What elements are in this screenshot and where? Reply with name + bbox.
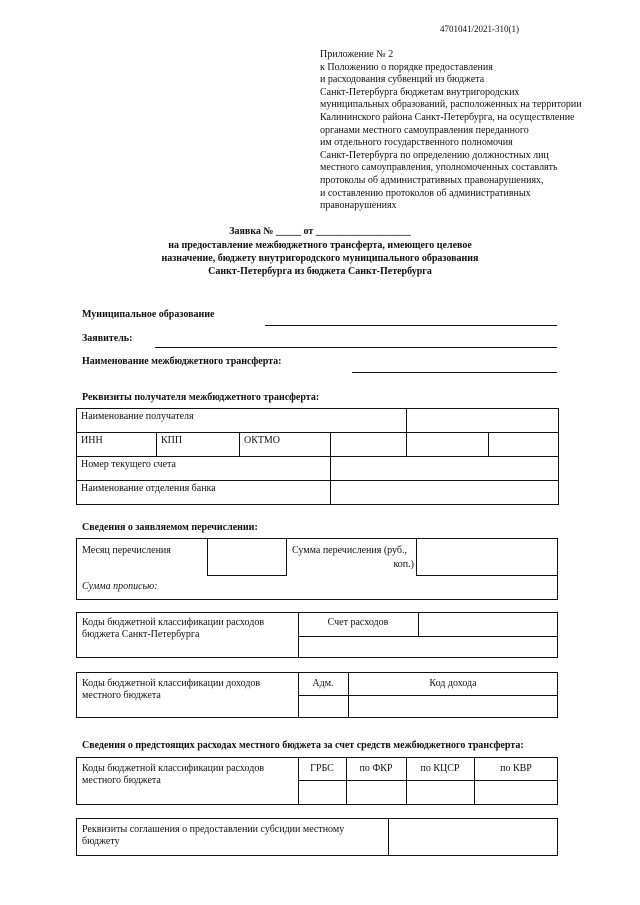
expense-codes-label: Коды бюджетной классификации расходов (82, 617, 265, 628)
inn-field[interactable] (331, 433, 407, 457)
applicant-field[interactable] (155, 347, 557, 348)
income-code-label: Код дохода (429, 678, 477, 689)
kcsr-field[interactable] (408, 782, 472, 803)
appendix-line: им отдельного государственного полномочия (320, 137, 513, 149)
application-subtitle: назначение, бюджету внутригородского муниципального образования (161, 253, 479, 264)
recipient-name-label: Наименование получателя (77, 409, 407, 433)
appendix-line: к Положению о порядке предоставления (320, 61, 493, 73)
adm-label: Адм. (312, 678, 334, 689)
municipality-label: Муниципальное образование (82, 309, 215, 320)
recipient-table (76, 408, 559, 505)
kpp-field[interactable] (407, 433, 489, 457)
oktmo-label: ОКТМО (240, 433, 331, 457)
divider (298, 695, 558, 696)
municipality-field[interactable] (265, 325, 557, 326)
applicant-label: Заявитель: (82, 333, 133, 344)
fkr-field[interactable] (348, 782, 404, 803)
kpp-label: КПП (157, 433, 240, 457)
appendix-line: Калининского района Санкт-Петербурга, на осуществление (320, 111, 575, 123)
expense-account-label: Счет расходов (327, 617, 389, 628)
kvr-field[interactable] (476, 782, 556, 803)
month-field[interactable] (207, 538, 287, 576)
adm-field[interactable] (300, 697, 346, 716)
expense-account-field[interactable] (420, 614, 556, 634)
oktmo-field[interactable] (489, 433, 559, 457)
agreement-field[interactable] (390, 820, 556, 854)
divider (388, 818, 389, 856)
kvr-label: по КВР (500, 763, 532, 774)
recipient-name-field[interactable] (407, 409, 559, 433)
expense-codes-label: бюджета Санкт-Петербурга (82, 629, 200, 640)
month-label: Месяц перечисления (82, 545, 171, 556)
account-label: Номер текущего счета (77, 457, 331, 481)
appendix-note (320, 49, 620, 213)
sum-label-unit: коп.) (393, 559, 414, 570)
income-code-field[interactable] (350, 697, 556, 716)
bank-label: Наименование отделения банка (77, 481, 331, 505)
transfer-name-label: Наименование межбюджетного трансферта: (82, 356, 282, 367)
upcoming-heading: Сведения о предстоящих расходах местного бюджета за счет средств межбюджетного трансферта: (82, 740, 524, 751)
application-subtitle: на предоставление межбюджетного трансферта, имеющего целевое (168, 240, 472, 251)
inn-label: ИНН (77, 433, 157, 457)
transfer-heading: Сведения о заявляемом перечислении: (82, 522, 258, 533)
document-number: 4701041/2021-310(1) (440, 24, 519, 34)
agreement-label: бюджету (82, 836, 120, 847)
appendix-line: протоколы об административных правонарушениях, (320, 174, 544, 186)
grbs-label: ГРБС (310, 763, 334, 774)
sum-label: Сумма перечисления (руб., (292, 545, 407, 556)
income-codes-label: местного бюджета (82, 690, 161, 701)
appendix-line: муниципальных образований, расположенных на территории (320, 99, 582, 111)
divider (298, 780, 558, 781)
transfer-name-field[interactable] (352, 372, 557, 373)
account-field[interactable] (331, 457, 559, 481)
income-codes-label: Коды бюджетной классификации доходов (82, 678, 261, 689)
sum-words-label: Сумма прописью: (82, 581, 158, 592)
grbs-field[interactable] (300, 782, 344, 803)
divider (418, 612, 419, 636)
appendix-line: и расходования субвенций из бюджета (320, 74, 485, 86)
sum-field[interactable] (416, 538, 558, 576)
kcsr-label: по КЦСР (420, 763, 460, 774)
appendix-line: органами местного самоуправления переданного (320, 124, 529, 136)
appendix-line: правонарушениях (320, 200, 397, 212)
appendix-line: Приложение № 2 (320, 49, 394, 60)
application-subtitle: Санкт-Петербурга из бюджета Санкт-Петербурга (208, 266, 432, 277)
agreement-label: Реквизиты соглашения о предоставлении субсидии местному (82, 824, 345, 835)
bank-field[interactable] (331, 481, 559, 505)
expense-codes-field[interactable] (300, 638, 556, 656)
divider (298, 636, 558, 637)
upcoming-codes-label: Коды бюджетной классификации расходов (82, 763, 265, 774)
appendix-line: местного самоуправления, уполномоченных составлять (320, 162, 558, 174)
recipient-heading: Реквизиты получателя межбюджетного трансферта: (82, 392, 320, 403)
fkr-label: по ФКР (359, 763, 393, 774)
upcoming-codes-label: местного бюджета (82, 775, 161, 786)
application-title: Заявка № _____ от ___________________ (229, 226, 411, 237)
appendix-line: Санкт-Петербурга по определению должностных лиц (320, 149, 549, 161)
appendix-line: Санкт-Петербурга бюджетам внутригородских (320, 86, 520, 98)
appendix-line: и составлению протоколов об административных (320, 187, 531, 199)
